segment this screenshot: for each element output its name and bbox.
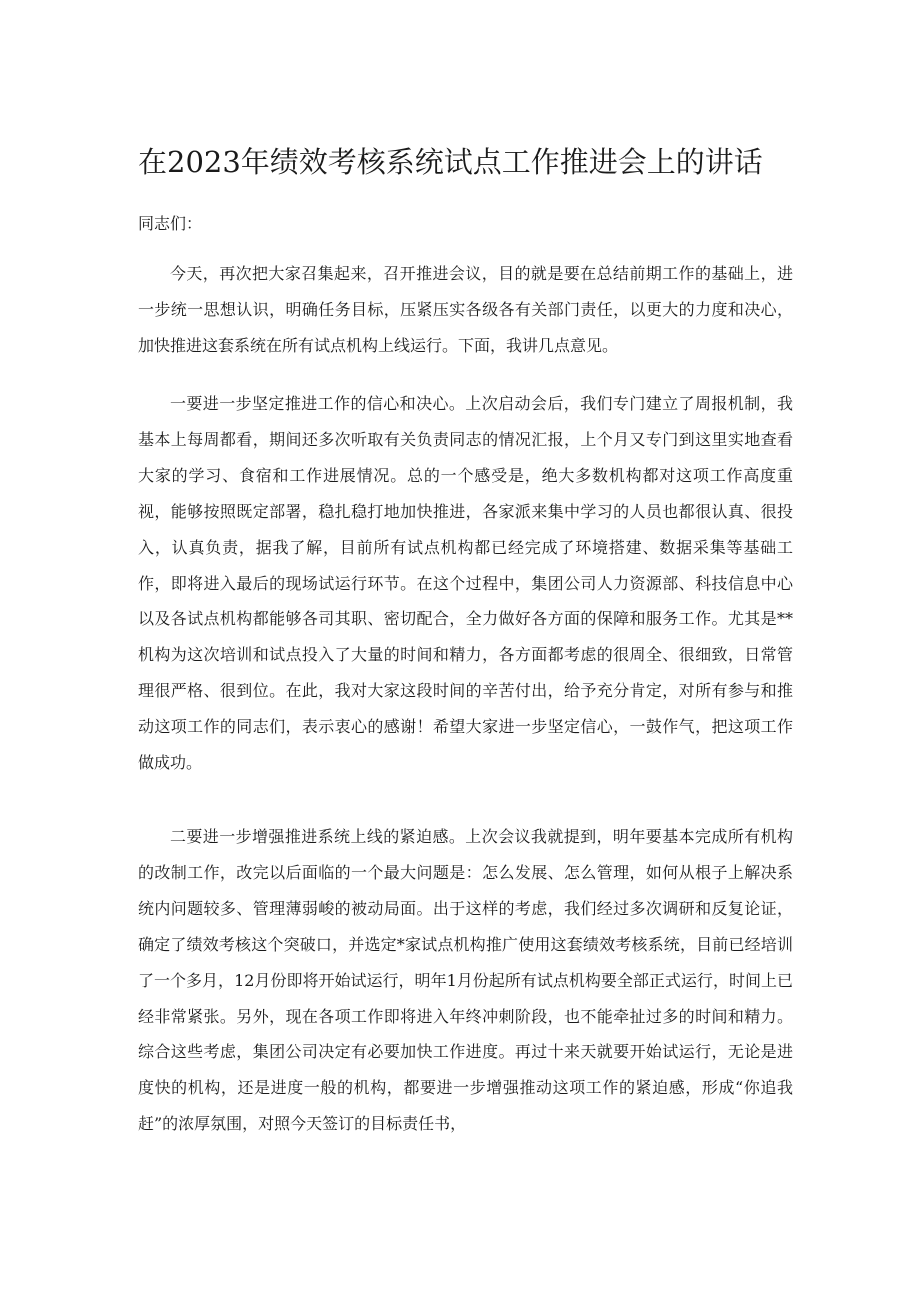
paragraph-point-two: 二要进一步增强推进系统上线的紧迫感。上次会议我就提到，明年要基本完成所有机构的改制工作，改完以后面临的一个最大问题是：怎么发展、怎么管理，如何从根子上解决系统内问题较多、管理薄弱峻的被动局面。出于这样的考虑，我们经过多次调研和反复论证，确定了绩效考核这个突破口，并选定*家试点机构推广使用这套绩效考核系统，目前已经培训了一个多月，12月份即将开始试运行，明年1月份起所有试点机构要全部正式运行，时间上已经非常紧张。另外，现在各项工作即将进入年终冲刺阶段，也不能牵扯过多的时间和精力。综合这些考虑，集团公司决定有必要加快工作进度。再过十来天就要开始试运行，无论是进度快的机构，还是进度一般的机构，都要进一步增强推动这项工作的紧迫感，形成“你追我赶”的浓厚氛围，对照今天签订的目标责任书， — [138, 827, 793, 1134]
paragraph-point-one: 一要进一步坚定推进工作的信心和决心。上次启动会后，我们专门建立了周报机制，我基本上每周都看，期间还多次听取有关负责同志的情况汇报，上个月又专门到这里实地查看大家的学习、食宿和工作进展情况。总的一个感受是，绝大多数机构都对这项工作高度重视，能够按照既定部署，稳扎稳打地加快推进，各家派来集中学习的人员也都很认真、很投入，认真负责，据我了解，目前所有试点机构都已经完成了环境搭建、数据采集等基础工作，即将进入最后的现场试运行环节。在这个过程中，集团公司人力资源部、科技信息中心以及各试点机构都能够各司其职、密切配合，全力做好各方面的保障和服务工作。尤其是**机构为这次培训和试点投入了大量的时间和精力，各方面都考虑的很周全、很细致，日常管理很严格、很到位。在此，我对大家这段时间的辛苦付出，给予充分肯定，对所有参与和推动这项工作的同志们，表示衷心的感谢！希望大家进一步坚定信心，一鼓作气，把这项工作做成功。 — [138, 394, 793, 773]
document-title: 在2023年绩效考核系统试点工作推进会上的讲话 — [138, 145, 763, 179]
salutation: 同志们： — [138, 214, 203, 233]
paragraph-opening: 今天，再次把大家召集起来，召开推进会议，目的就是要在总结前期工作的基础上，进一步统一思想认识，明确任务目标，压紧压实各级各有关部门责任，以更大的力度和决心，加快推进这套系统在所有试点机构上线运行。下面，我讲几点意见。 — [138, 264, 793, 355]
